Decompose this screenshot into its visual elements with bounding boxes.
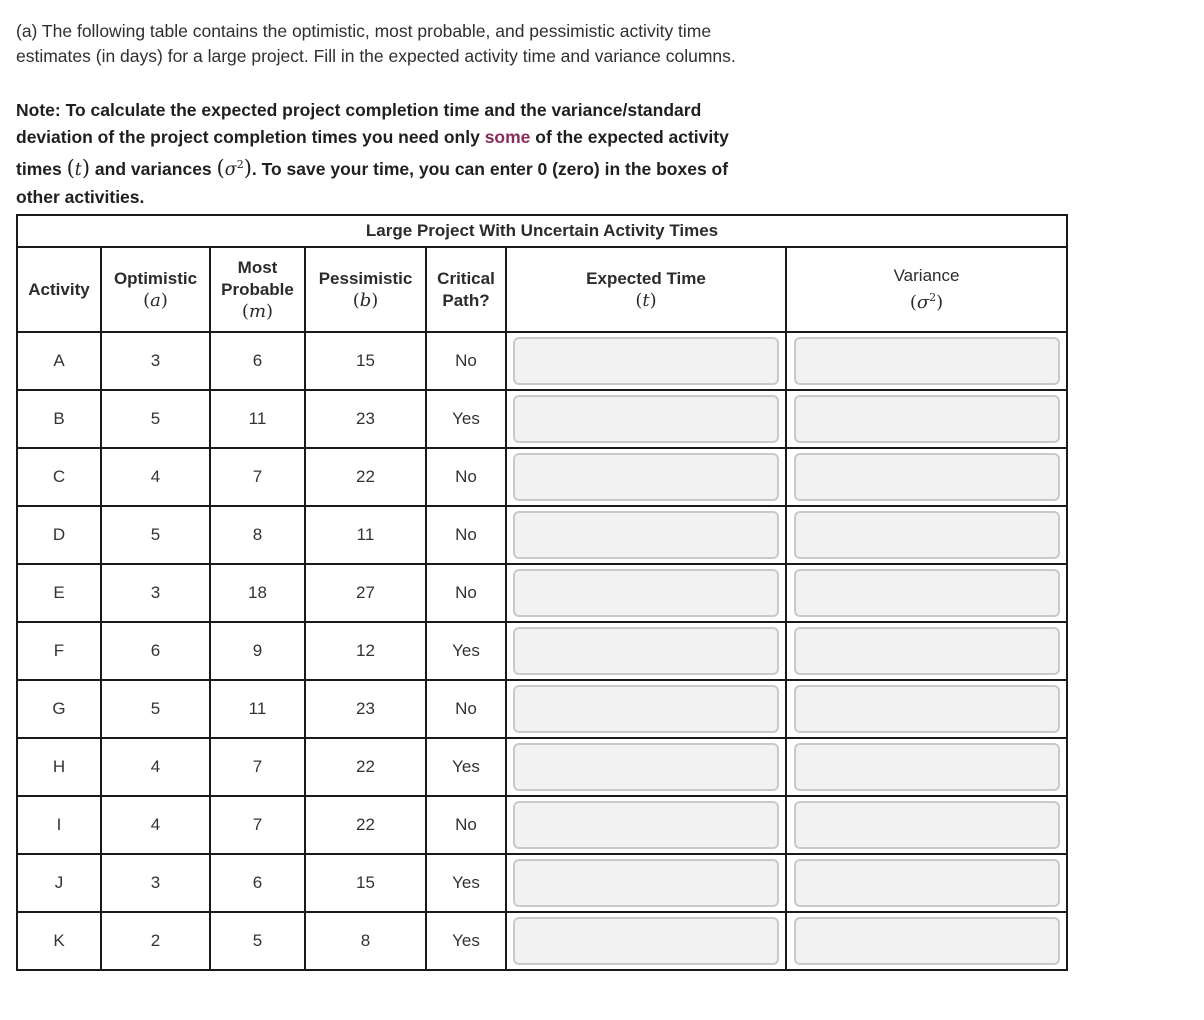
- note-part2: of the expected activity times: [16, 127, 729, 179]
- pessimistic-cell: 23: [305, 680, 426, 738]
- most-probable-cell: 9: [210, 622, 305, 680]
- table-row: [17, 680, 1067, 738]
- critical-path-cell: No: [426, 680, 506, 738]
- critical-path-cell: No: [426, 332, 506, 390]
- intro-text: (a) The following table contains the optimistic, most probable, and pessimistic activity time estimates (in days) for a large project. Fill in the expected activity time and variance columns.: [16, 21, 736, 66]
- table-row: [17, 564, 1067, 622]
- note-t-symbol: (t): [66, 155, 91, 180]
- activity-cell: D: [17, 506, 101, 564]
- expected-time-input-d[interactable]: [513, 511, 779, 559]
- activity-cell: K: [17, 912, 101, 970]
- pessimistic-cell: 8: [305, 912, 426, 970]
- table-row: [17, 506, 1067, 564]
- activity-times-table: [16, 214, 1068, 971]
- variance-input-e[interactable]: [794, 569, 1060, 617]
- most-probable-cell: 11: [210, 390, 305, 448]
- most-probable-cell: 7: [210, 448, 305, 506]
- pessimistic-cell: 12: [305, 622, 426, 680]
- activity-cell: C: [17, 448, 101, 506]
- pessimistic-cell: 27: [305, 564, 426, 622]
- optimistic-cell: 4: [101, 796, 210, 854]
- optimistic-cell: 2: [101, 912, 210, 970]
- optimistic-cell: 5: [101, 506, 210, 564]
- critical-path-cell: Yes: [426, 390, 506, 448]
- header-optimistic: Optimistic (a): [101, 247, 210, 332]
- most-probable-cell: 7: [210, 796, 305, 854]
- expected-time-input-c[interactable]: [513, 453, 779, 501]
- variance-input-k[interactable]: [794, 917, 1060, 965]
- critical-path-cell: No: [426, 448, 506, 506]
- variance-input-g[interactable]: [794, 685, 1060, 733]
- critical-path-cell: No: [426, 564, 506, 622]
- note-part1: Note: To calculate the expected project completion time and the variance/standard deviation of the project completion times you need only: [16, 100, 702, 147]
- table-body: [17, 332, 1067, 970]
- critical-path-cell: Yes: [426, 854, 506, 912]
- optimistic-cell: 4: [101, 738, 210, 796]
- table-caption: Large Project With Uncertain Activity Times: [17, 215, 1067, 247]
- critical-path-cell: No: [426, 506, 506, 564]
- expected-time-input-f[interactable]: [513, 627, 779, 675]
- pessimistic-cell: 22: [305, 738, 426, 796]
- pessimistic-cell: 11: [305, 506, 426, 564]
- activity-cell: J: [17, 854, 101, 912]
- most-probable-cell: 18: [210, 564, 305, 622]
- note-part3: and variances: [94, 158, 212, 179]
- table-row: [17, 448, 1067, 506]
- most-probable-cell: 7: [210, 738, 305, 796]
- optimistic-cell: 4: [101, 448, 210, 506]
- activity-cell: E: [17, 564, 101, 622]
- variance-input-f[interactable]: [794, 627, 1060, 675]
- activity-cell: I: [17, 796, 101, 854]
- variance-input-a[interactable]: [794, 337, 1060, 385]
- note-part4: . To save your time, you can enter 0 (zero) in the boxes of other activities.: [16, 158, 729, 207]
- activity-cell: A: [17, 332, 101, 390]
- header-activity: Activity: [17, 247, 101, 332]
- header-most-probable: Most Probable (m): [210, 247, 305, 332]
- header-variance: Variance $(\sigma^2)$: [786, 247, 1067, 332]
- table-row: [17, 854, 1067, 912]
- critical-path-cell: Yes: [426, 738, 506, 796]
- table-row: [17, 796, 1067, 854]
- expected-time-input-b[interactable]: [513, 395, 779, 443]
- pessimistic-cell: 15: [305, 332, 426, 390]
- question-intro: [16, 19, 736, 69]
- expected-time-input-e[interactable]: [513, 569, 779, 617]
- optimistic-cell: 3: [101, 564, 210, 622]
- most-probable-cell: 6: [210, 332, 305, 390]
- activity-cell: F: [17, 622, 101, 680]
- table-row: [17, 912, 1067, 970]
- note-sigma-symbol: $(\sigma^2)$: [216, 155, 252, 180]
- optimistic-cell: 5: [101, 390, 210, 448]
- activity-cell: G: [17, 680, 101, 738]
- most-probable-cell: 11: [210, 680, 305, 738]
- header-expected-time: Expected Time (t): [506, 247, 786, 332]
- table-row: [17, 332, 1067, 390]
- header-critical-path: Critical Path?: [426, 247, 506, 332]
- critical-path-cell: No: [426, 796, 506, 854]
- variance-input-i[interactable]: [794, 801, 1060, 849]
- table-row: [17, 390, 1067, 448]
- table-row: [17, 622, 1067, 680]
- expected-time-input-i[interactable]: [513, 801, 779, 849]
- variance-input-b[interactable]: [794, 395, 1060, 443]
- pessimistic-cell: 23: [305, 390, 426, 448]
- most-probable-cell: 6: [210, 854, 305, 912]
- expected-time-input-j[interactable]: [513, 859, 779, 907]
- most-probable-cell: 5: [210, 912, 305, 970]
- activity-cell: H: [17, 738, 101, 796]
- optimistic-cell: 6: [101, 622, 210, 680]
- pessimistic-cell: 22: [305, 796, 426, 854]
- critical-path-cell: Yes: [426, 622, 506, 680]
- pessimistic-cell: 15: [305, 854, 426, 912]
- note-some-highlight: some: [484, 127, 531, 147]
- optimistic-cell: 3: [101, 332, 210, 390]
- variance-input-d[interactable]: [794, 511, 1060, 559]
- optimistic-cell: 5: [101, 680, 210, 738]
- variance-input-c[interactable]: [794, 453, 1060, 501]
- expected-time-input-h[interactable]: [513, 743, 779, 791]
- critical-path-cell: Yes: [426, 912, 506, 970]
- question-note: [16, 97, 736, 211]
- table-row: [17, 738, 1067, 796]
- optimistic-cell: 3: [101, 854, 210, 912]
- most-probable-cell: 8: [210, 506, 305, 564]
- expected-time-input-g[interactable]: [513, 685, 779, 733]
- header-pessimistic: Pessimistic (b): [305, 247, 426, 332]
- pessimistic-cell: 22: [305, 448, 426, 506]
- variance-input-j[interactable]: [794, 859, 1060, 907]
- expected-time-input-k[interactable]: [513, 917, 779, 965]
- activity-cell: B: [17, 390, 101, 448]
- variance-input-h[interactable]: [794, 743, 1060, 791]
- expected-time-input-a[interactable]: [513, 337, 779, 385]
